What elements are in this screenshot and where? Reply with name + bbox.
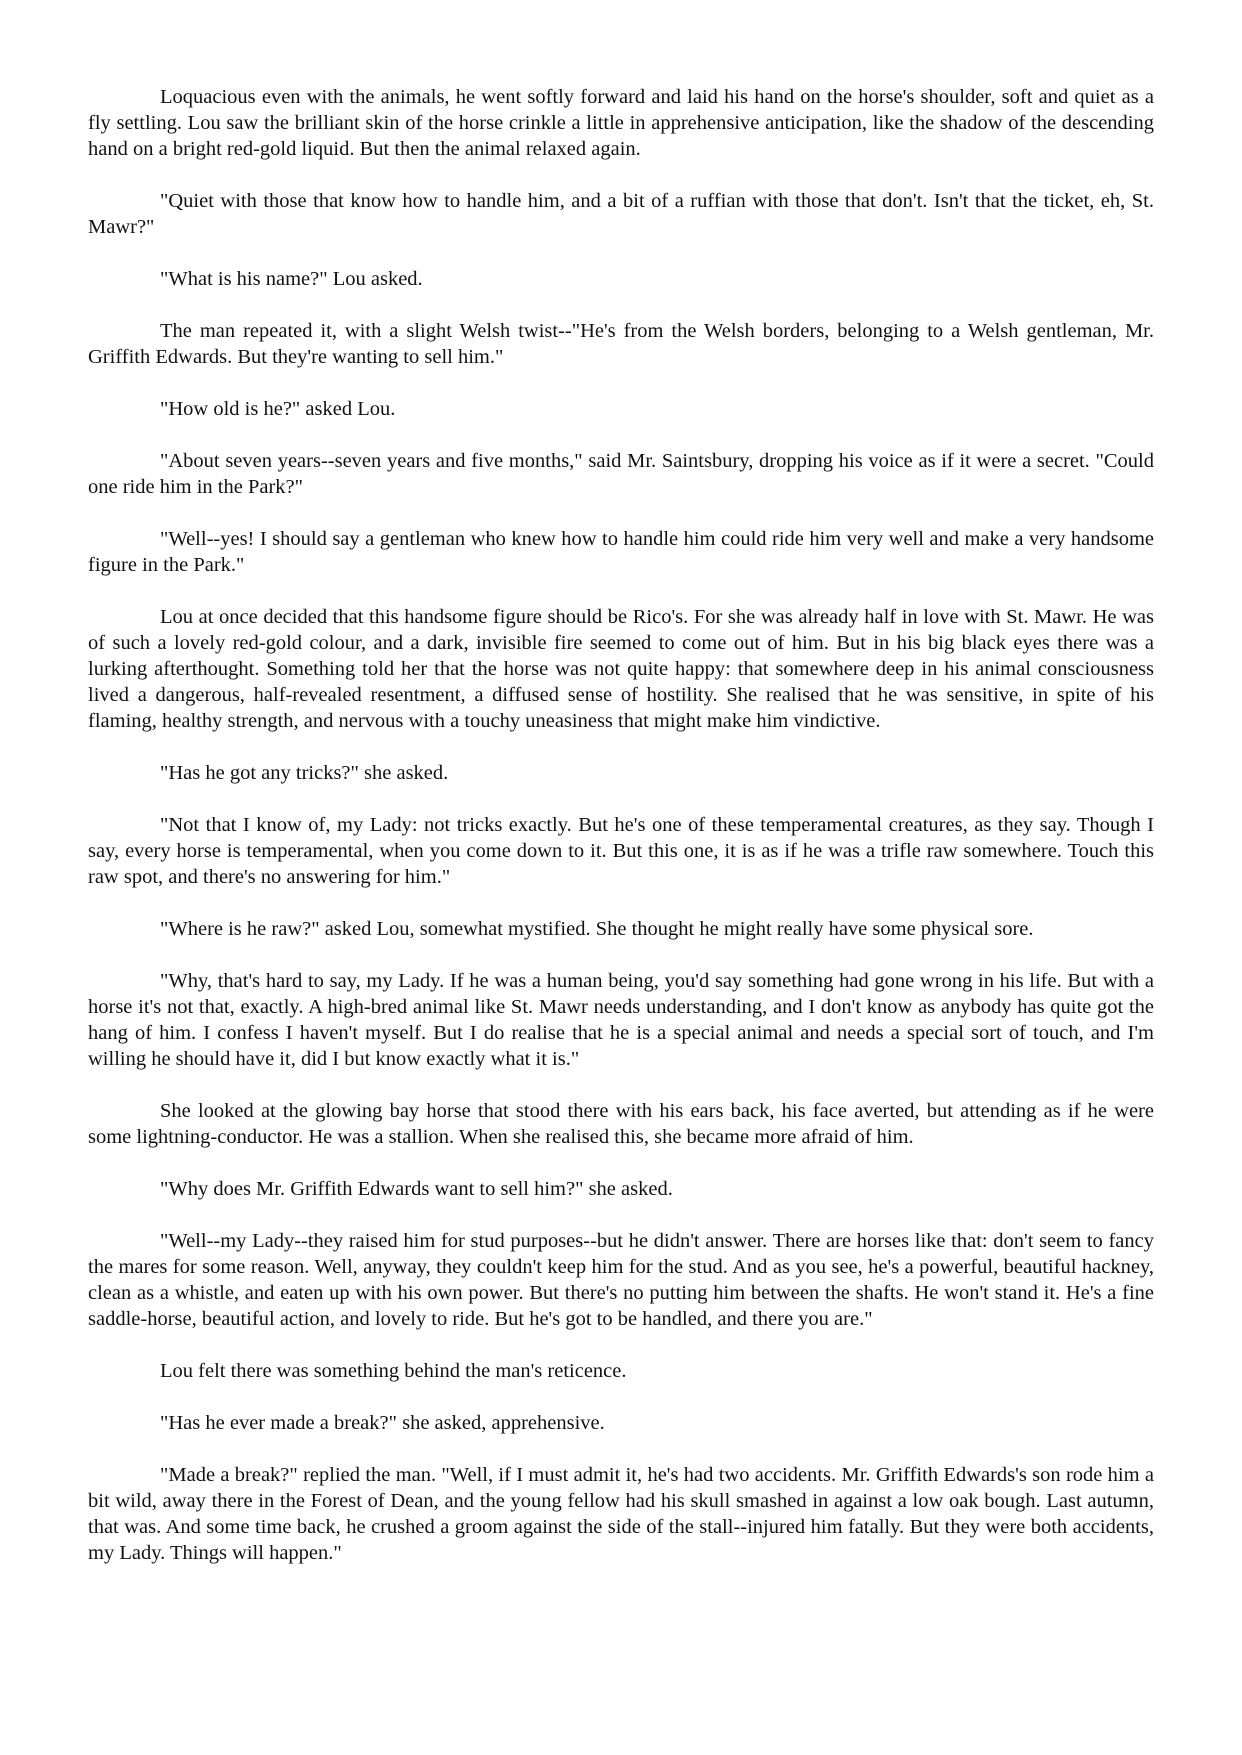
paragraph: "Why, that's hard to say, my Lady. If he was a human being, you'd say something had gone wrong in his life. But with a horse it's not that, exactly. A high-bred animal like St. Mawr needs understanding, and I don't know as anybody has quite got the hang of him. I confess I haven't myself. But I do realise that he is a special animal and needs a special sort of touch, and I'm willing he should have it, did I but know exactly what it is." (88, 970, 1154, 1070)
paragraph: "Well--my Lady--they raised him for stud purposes--but he didn't answer. There are horses like that: don't seem to fancy the mares for some reason. Well, anyway, they couldn't keep him for the stud. And as you see, he's a powerful, beautiful hackney, clean as a whistle, and eaten up with his own power. But there's no putting him between the shafts. He won't stand it. He's a fine saddle-horse, beautiful action, and lovely to ride. But he's got to be handled, and there you are." (88, 1230, 1154, 1330)
paragraph: Lou at once decided that this handsome figure should be Rico's. For she was already half in love with St. Mawr. He was of such a lovely red-gold colour, and a dark, invisible fire seemed to come out of him. But in his big black eyes there was a lurking afterthought. Something told her that the horse was not quite happy: that somewhere deep in his animal consciousness lived a dangerous, half-revealed resentment, a diffused sense of hostility. She realised that he was sensitive, in spite of his flaming, healthy strength, and nervous with a touchy uneasiness that might make him vindictive. (88, 606, 1154, 732)
paragraph: Lou felt there was something behind the man's reticence. (160, 1360, 627, 1382)
paragraph: "Made a break?" replied the man. "Well, if I must admit it, he's had two accidents. Mr. Griffith Edwards's son rode him a bit wild, away there in the Forest of Dean, and the young fellow had his skull smashed in against a low oak bough. Last autumn, that was. And some time back, he crushed a groom against the side of the stall--injured him fatally. But they were both accidents, my Lady. Things will happen." (88, 1464, 1154, 1564)
document-page (88, 84, 1154, 1592)
paragraph: "Where is he raw?" asked Lou, somewhat mystified. She thought he might really have some physical sore. (160, 918, 1034, 940)
paragraph: "What is his name?" Lou asked. (160, 268, 423, 290)
paragraph: "Why does Mr. Griffith Edwards want to sell him?" she asked. (160, 1178, 673, 1200)
paragraph: "Well--yes! I should say a gentleman who knew how to handle him could ride him very well and make a very handsome figure in the Park." (88, 528, 1154, 576)
paragraph: Loquacious even with the animals, he went softly forward and laid his hand on the horse's shoulder, soft and quiet as a fly settling. Lou saw the brilliant skin of the horse crinkle a little in apprehensive anticipation, like the shadow of the descending hand on a bright red-gold liquid. But then the animal relaxed again. (88, 86, 1154, 160)
paragraph: The man repeated it, with a slight Welsh twist--"He's from the Welsh borders, belonging to a Welsh gentleman, Mr. Griffith Edwards. But they're wanting to sell him." (88, 320, 1154, 368)
paragraph: "About seven years--seven years and five months," said Mr. Saintsbury, dropping his voice as if it were a secret. "Could one ride him in the Park?" (88, 450, 1154, 498)
paragraph: "Not that I know of, my Lady: not tricks exactly. But he's one of these temperamental creatures, as they say. Though I say, every horse is temperamental, when you come down to it. But this one, it is as if he was a trifle raw somewhere. Touch this raw spot, and there's no answering for him." (88, 814, 1154, 888)
paragraph: "How old is he?" asked Lou. (160, 398, 396, 420)
paragraph: "Quiet with those that know how to handle him, and a bit of a ruffian with those that don't. Isn't that the ticket, eh, St. Mawr?" (88, 190, 1154, 238)
paragraph: "Has he ever made a break?" she asked, apprehensive. (160, 1412, 605, 1434)
paragraph: She looked at the glowing bay horse that stood there with his ears back, his face averted, but attending as if he were some lightning-conductor. He was a stallion. When she realised this, she became more afraid of him. (88, 1100, 1154, 1148)
paragraph: "Has he got any tricks?" she asked. (160, 762, 449, 784)
